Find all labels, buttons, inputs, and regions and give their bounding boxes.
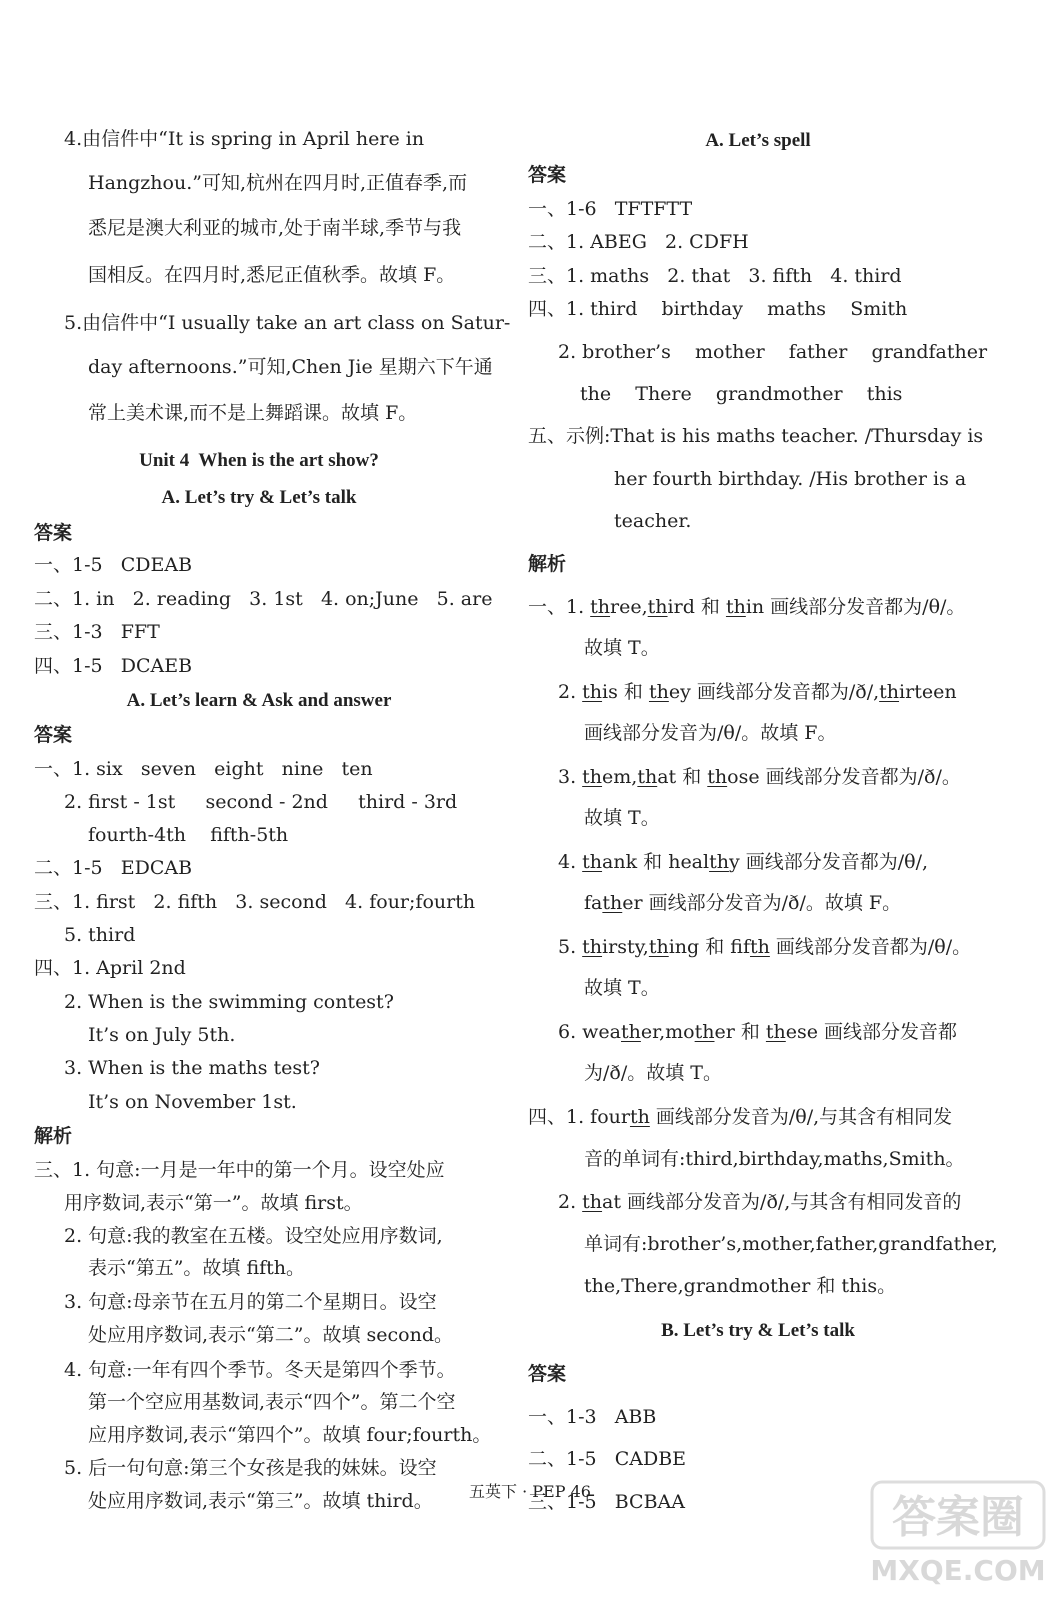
text-line: 一、1-3 ABB — [528, 1406, 657, 1428]
text-line: 三、1-5 BCBAA — [528, 1491, 685, 1513]
text-line: It’s on July 5th. — [88, 1024, 236, 1046]
text-line: 画线部分发音为/θ/。故填 F。 — [584, 722, 837, 744]
text-line: 3. them,that 和 those 画线部分发音都为/ð/。 — [558, 766, 961, 788]
section-label: 答案 — [34, 522, 73, 544]
text-line: day afternoons.”可知,Chen Jie 星期六下午通 — [88, 356, 493, 378]
text-line: 故填 T。 — [584, 977, 660, 999]
text-line: 3. 句意:母亲节在五月的第二个星期日。设空 — [64, 1291, 437, 1313]
text-line: 四、1-5 DCAEB — [34, 655, 193, 677]
text-line: 国相反。在四月时,悉尼正值秋季。故填 F。 — [88, 264, 456, 286]
text-line: 一、1. three,third 和 thin 画线部分发音都为/θ/。 — [528, 596, 966, 618]
text-line: 单词有:brother’s,mother,father,grandfather, — [584, 1233, 998, 1255]
text-line: 故填 T。 — [584, 807, 660, 829]
text-line: the,There,grandmother 和 this。 — [584, 1275, 897, 1297]
text-line: 4.由信件中“It is spring in April here in — [64, 128, 425, 150]
text-line: 一、1. six seven eight nine ten — [34, 758, 373, 780]
text-line: 5.由信件中“I usually take an art class on Satur- — [64, 312, 511, 334]
text-line: 三、1. first 2. fifth 3. second 4. four;fourth — [34, 891, 476, 913]
section-label: 答案 — [528, 164, 567, 186]
text-line: 2. brother’s mother father grandfather — [558, 341, 988, 363]
text-line: 一、1-5 CDEAB — [34, 554, 193, 576]
text-line: 三、1-3 FFT — [34, 621, 160, 643]
text-line: fourth-4th fifth-5th — [88, 824, 289, 846]
text-line: 2. this 和 they 画线部分发音都为/ð/,thirteen — [558, 681, 957, 703]
section-label: 答案 — [34, 724, 73, 746]
section-label: 解析 — [34, 1125, 73, 1147]
text-line: 3. When is the maths test? — [64, 1057, 320, 1079]
text-line: Hangzhou.”可知,杭州在四月时,正值春季,而 — [88, 172, 468, 194]
text-line: 处应用序数词,表示“第二”。故填 second。 — [88, 1324, 453, 1346]
text-line: 2. first - 1st second - 2nd third - 3rd — [64, 791, 458, 813]
text-line: the There grandmother this — [580, 383, 903, 405]
text-line: 2. 句意:我的教室在五楼。设空处应用序数词, — [64, 1225, 443, 1247]
text-line: 常上美术课,而不是上舞蹈课。故填 F。 — [88, 402, 418, 424]
text-line: 4. 句意:一年有四个季节。冬天是第四个季节。 — [64, 1359, 456, 1381]
section-heading: A. Let’s try & Let’s talk — [161, 487, 357, 508]
text-line: 悉尼是澳大利亚的城市,处于南半球,季节与我 — [88, 217, 462, 239]
text-line: 处应用序数词,表示“第三”。故填 third。 — [88, 1490, 433, 1512]
text-line: 二、1. ABEG 2. CDFH — [528, 231, 749, 253]
section-heading: Unit 4 When is the art show? — [139, 450, 379, 471]
text-line: It’s on November 1st. — [88, 1091, 297, 1113]
text-line: 为/ð/。故填 T。 — [584, 1062, 722, 1084]
text-line: 二、1-5 CADBE — [528, 1448, 687, 1470]
watermark-logo — [868, 1478, 1048, 1590]
text-line: father 画线部分发音为/ð/。故填 F。 — [584, 892, 902, 914]
text-line: 5. third — [64, 924, 136, 946]
text-line: 表示“第五”。故填 fifth。 — [88, 1257, 306, 1279]
text-line: teacher. — [614, 510, 692, 532]
text-line: 五、示例:That is his maths teacher. /Thursday is — [528, 425, 984, 447]
text-line: 5. thirsty,thing 和 fifth 画线部分发音都为/θ/。 — [558, 936, 972, 958]
text-line: 三、1. 句意:一月是一年中的第一个月。设空处应 — [34, 1159, 445, 1181]
section-heading: A. Let’s learn & Ask and answer — [126, 690, 392, 711]
page-footer: 五英下 · PEP 46 — [469, 1482, 591, 1501]
text-line: 音的单词有:third,birthday,maths,Smith。 — [584, 1148, 965, 1170]
section-heading: B. Let’s try & Let’s talk — [661, 1320, 855, 1341]
text-line: 二、1-5 EDCAB — [34, 857, 193, 879]
watermark-text: 答案圈 — [892, 1492, 1024, 1543]
text-line: 一、1-6 TFTFTT — [528, 198, 693, 220]
text-line: 二、1. in 2. reading 3. 1st 4. on;June 5. are — [34, 588, 493, 610]
text-line: 四、1. fourth 画线部分发音为/θ/,与其含有相同发 — [528, 1106, 953, 1128]
text-line: 用序数词,表示“第一”。故填 first。 — [64, 1192, 363, 1214]
text-line: 三、1. maths 2. that 3. fifth 4. third — [528, 265, 902, 287]
text-line: 2. that 画线部分发音为/ð/,与其含有相同发音的 — [558, 1191, 962, 1213]
watermark-url: MXQE.COM — [870, 1554, 1046, 1587]
text-line: 四、1. April 2nd — [34, 957, 186, 979]
text-line: her fourth birthday. /His brother is a — [614, 468, 967, 490]
section-heading: A. Let’s spell — [705, 130, 811, 151]
text-line: 应用序数词,表示“第四个”。故填 four;fourth。 — [88, 1424, 492, 1446]
text-line: 第一个空应用基数词,表示“四个”。第二个空 — [88, 1391, 456, 1413]
text-line: 5. 后一句句意:第三个女孩是我的妹妹。设空 — [64, 1457, 437, 1479]
text-line: 四、1. third birthday maths Smith — [528, 298, 908, 320]
section-label: 答案 — [528, 1363, 567, 1385]
text-line: 4. thank 和 healthy 画线部分发音都为/θ/, — [558, 851, 929, 873]
text-line: 2. When is the swimming contest? — [64, 991, 394, 1013]
text-line: 故填 T。 — [584, 637, 660, 659]
section-label: 解析 — [528, 553, 567, 575]
text-line: 6. weather,mother 和 these 画线部分发音都 — [558, 1021, 958, 1043]
